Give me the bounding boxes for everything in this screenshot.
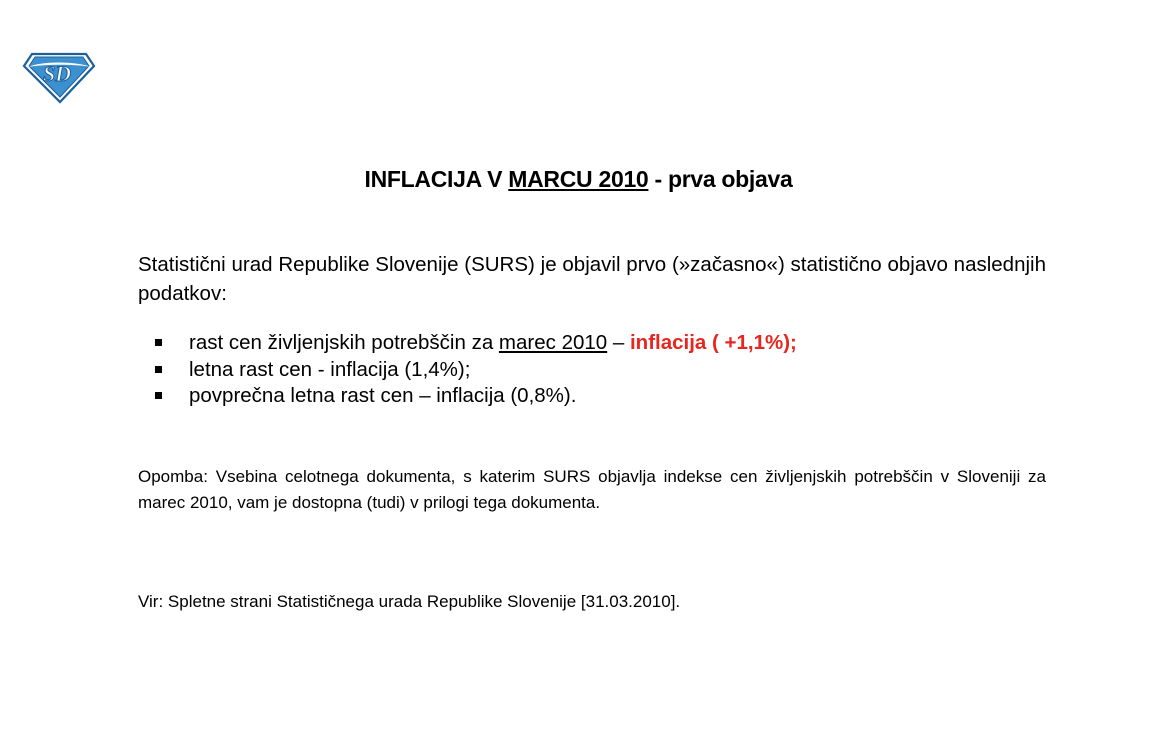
bullet-square-icon (155, 392, 162, 399)
bullet-text: letna rast cen - inflacija (1,4%); (189, 357, 471, 381)
title-part-1: INFLACIJA V (364, 166, 509, 192)
bullet-list (152, 330, 1052, 410)
title-part-3: - prva objava (648, 166, 793, 192)
list-item (152, 357, 1052, 384)
bullet-dash: – (607, 331, 630, 354)
page-title (0, 166, 1157, 193)
bullet-text: povprečna letna rast cen – inflacija (0,8%). (189, 384, 577, 407)
inflation-highlight: inflacija ( +1,1%); (629, 331, 797, 354)
note-paragraph: Opomba: Vsebina celotnega dokumenta, s katerim SURS objavlja indekse cen življenjskih potrebščin v Sloveniji za marec 2010, vam je dostopna (tudi) v prilogi tega dokumenta. (138, 467, 1046, 512)
title-month: MARCU 2010 (508, 166, 649, 192)
intro-paragraph: Statistični urad Republike Slovenije (SURS) je objavil prvo (»začasno«) statistično objavo naslednjih podatkov: (138, 253, 1046, 305)
sd-logo (22, 50, 96, 104)
list-item (152, 330, 1052, 357)
bullet-square-icon (155, 339, 162, 346)
logo-text: SD (42, 61, 72, 86)
sd-logo-icon (22, 50, 96, 104)
list-item (152, 383, 1052, 410)
bullet-month: marec 2010 (498, 331, 608, 354)
bullet-square-icon (155, 366, 162, 373)
source-line: Vir: Spletne strani Statističnega urada Republike Slovenije [31.03.2010]. (138, 592, 681, 611)
bullet-text: rast cen življenjskih potrebščin za (189, 331, 499, 354)
